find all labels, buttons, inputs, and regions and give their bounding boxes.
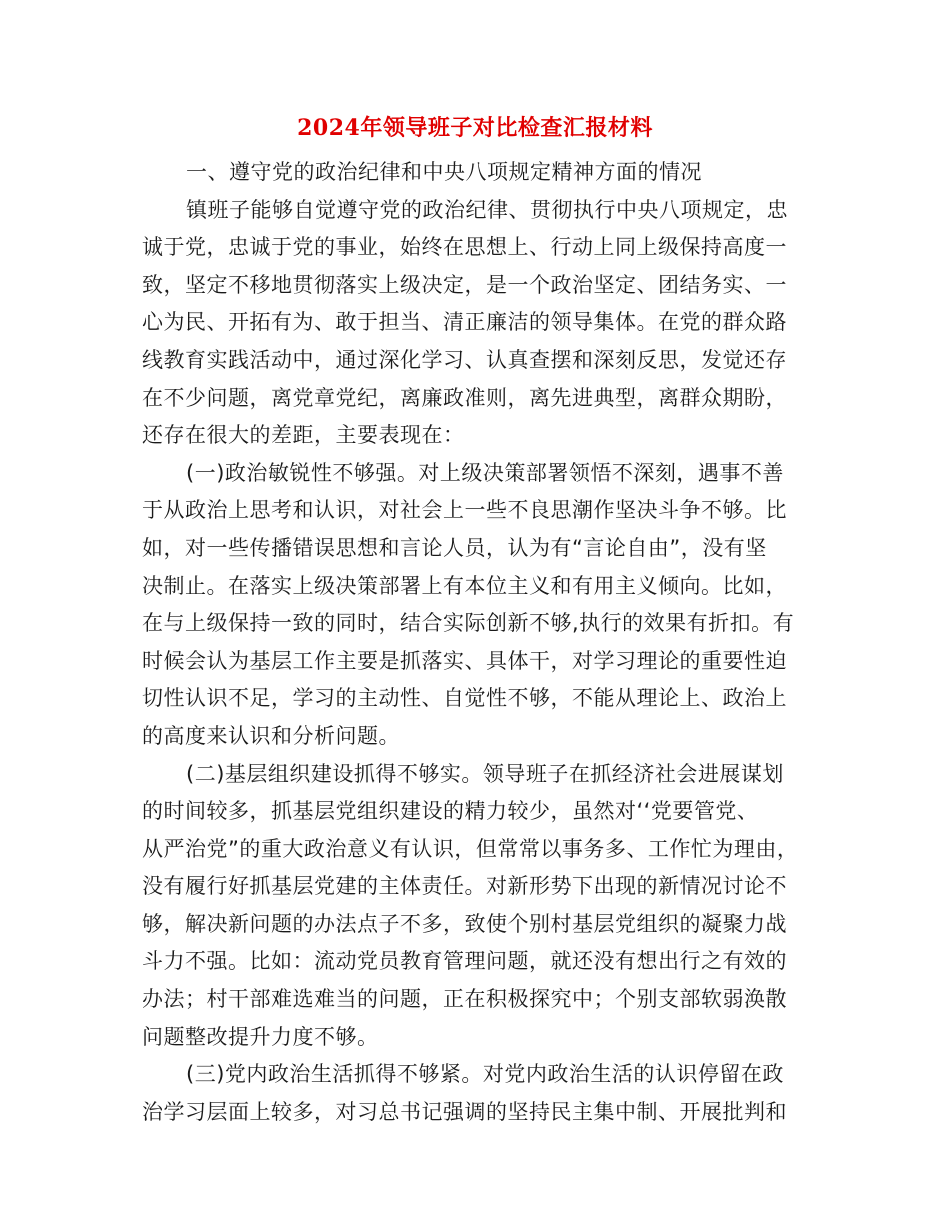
- text-line: 斗力不强。比如：流动党员教育管理问题，就还没有想出行之有效的: [142, 949, 787, 974]
- text-line: 一、遵守党的政治纪律和中央八项规定精神方面的情况: [186, 160, 702, 184]
- text-line: 决制止。在落实上级决策部署上有本位主义和有用主义倾向。比如，: [142, 573, 787, 598]
- text-line: 治学习层面上较多，对习总书记强调的坚持民主集中制、开展批判和: [142, 1099, 787, 1124]
- text-line: 致，坚定不移地贯彻落实上级决定，是一个政治坚定、团结务实、一: [142, 272, 787, 297]
- text-line: 还存在很大的差距，主要表现在：: [142, 423, 465, 448]
- text-line: 镇班子能够自觉遵守党的政治纪律、贯彻执行中央八项规定，忠: [186, 197, 788, 222]
- text-line: 切性认识不足，学习的主动性、自觉性不够，不能从理论上、政治上: [142, 686, 787, 711]
- text-line: 线教育实践活动中，通过深化学习、认真查摆和深刻反思，发觉还存: [142, 347, 787, 372]
- text-line: 没有履行好抓基层党建的主体责任。对新形势下出现的新情况讨论不: [142, 874, 787, 899]
- text-line: 从严治党”的重大政治意义有认识，但常常以事务多、工作忙为理由，: [142, 836, 799, 861]
- text-line: 在不少问题，离党章党纪，离廉政准则，离先进典型，离群众期盼，: [142, 385, 787, 410]
- text-line: (一)政治敏锐性不够强。对上级决策部署领悟不深刻，遇事不善: [186, 460, 784, 485]
- text-line: (二)基层组织建设抓得不够实。领导班子在抓经济社会进展谋划: [186, 761, 784, 786]
- text-line: 的高度来认识和分析问题。: [142, 723, 400, 748]
- text-line: 时候会认为基层工作主要是抓落实、具体干，对学习理论的重要性迫: [142, 648, 787, 673]
- document-title: 2024年领导班子对比检查汇报材料: [297, 115, 653, 141]
- text-line: 的时间较多，抓基层党组织建设的精力较少，虽然对‘‘党要管党、: [142, 799, 759, 824]
- text-line: 如，对一些传播错误思想和言论人员，认为有“言论自由”，没有坚: [142, 535, 767, 560]
- text-line: 在与上级保持一致的同时，结合实际创新不够,执行的效果有折扣。有: [142, 611, 795, 636]
- text-line: 办法；村干部难选难当的问题，正在积极探究中；个别支部软弱涣散: [142, 987, 787, 1012]
- document-body: [142, 154, 810, 1131]
- text-line: 于从政治上思考和认识，对社会上一些不良思潮作坚决斗争不够。比: [142, 498, 787, 523]
- text-line: 够，解决新问题的办法点子不多，致使个别村基层党组织的凝聚力战: [142, 911, 787, 936]
- text-line: 问题整改提升力度不够。: [142, 1024, 379, 1049]
- text-line: 心为民、开拓有为、敢于担当、清正廉洁的领导集体。在党的群众路: [142, 310, 787, 335]
- text-line: 诚于党，忠诚于党的事业，始终在思想上、行动上同上级保持高度一: [142, 235, 787, 260]
- text-line: (三)党内政治生活抓得不够紧。对党内政治生活的认识停留在政: [186, 1062, 784, 1087]
